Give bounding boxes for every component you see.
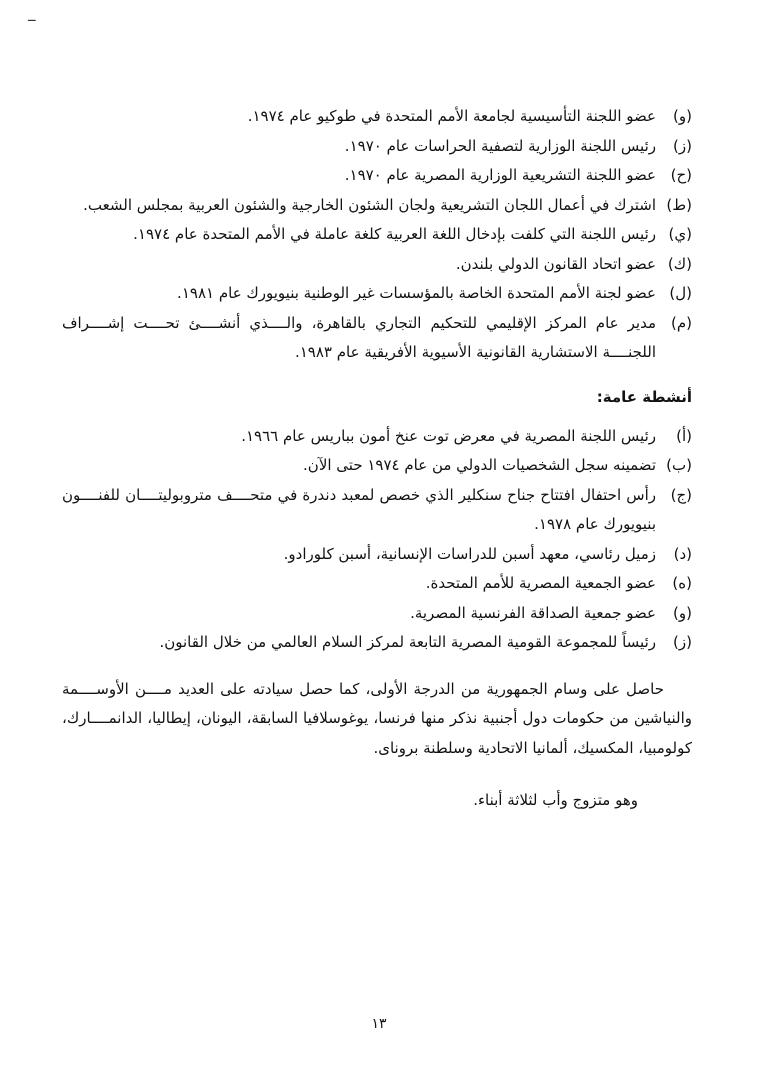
item-text: رئيس اللجنة التي كلفت بإدخال اللغة العربية كلغة عاملة في الأمم المتحدة عام ١٩٧٤. (133, 225, 656, 243)
list-item (62, 132, 692, 162)
item-text: تضمينه سجل الشخصيات الدولي من عام ١٩٧٤ حتى الآن. (303, 456, 656, 474)
list-item (62, 309, 692, 368)
list-item (62, 161, 692, 191)
item-text: عضو اللجنة التشريعية الوزارية المصرية عام ١٩٧٠. (344, 166, 656, 184)
item-marker: (د) (673, 544, 692, 563)
list-item (62, 540, 692, 570)
list-item (62, 250, 692, 280)
page-content (62, 102, 692, 815)
item-text: عضو اللجنة التأسيسية لجامعة الأمم المتحدة في طوكيو عام ١٩٧٤. (247, 107, 656, 125)
item-text: عضو لجنة الأمم المتحدة الخاصة بالمؤسسات غير الوطنية بنيويورك عام ١٩٨١. (177, 284, 656, 302)
list-item (62, 220, 692, 250)
item-text: رئيس اللجنة الوزارية لتصفية الحراسات عام ١٩٧٠. (344, 136, 656, 155)
list-item (62, 569, 692, 599)
list-item (62, 628, 692, 658)
item-marker: (ه) (672, 574, 692, 592)
section-heading: أنشطة عامة: (596, 387, 692, 406)
item-marker: (ي) (668, 225, 692, 243)
item-marker: (م) (671, 313, 692, 332)
item-text: عضو الجمعية المصرية للأمم المتحدة. (425, 574, 656, 592)
item-marker: (ز) (673, 633, 692, 651)
item-marker: (ز) (673, 136, 692, 155)
list-item (62, 191, 692, 221)
item-marker: (ح) (670, 166, 692, 184)
item-text: رئيساً للمجموعة القومية المصرية التابعة لمركز السلام العالمي من خلال القانون. (159, 633, 656, 651)
item-marker: (ك) (667, 254, 692, 273)
item-marker: (ط) (666, 195, 692, 214)
item-text: عضو جمعية الصداقة الفرنسية المصرية. (410, 603, 656, 622)
list-item (62, 279, 692, 309)
corner-dash-mark: ــ (28, 10, 36, 25)
item-marker: (ل) (669, 284, 692, 302)
item-text: رئيس اللجنة المصرية في معرض توت عنخ أمون بباريس عام ١٩٦٦. (241, 426, 656, 445)
item-marker: (أ) (676, 426, 692, 445)
item-marker: (ج) (670, 485, 692, 504)
item-text: اشترك في أعمال اللجان التشريعية ولجان الشئون الخارجية والشئون العربية بمجلس الشعب. (83, 195, 656, 214)
memberships-list (62, 102, 692, 368)
family-status-line: وهو متزوج وأب لثلاثة أبناء. (473, 791, 638, 809)
item-text: عضو اتحاد القانون الدولي بلندن. (455, 254, 656, 273)
item-text: زميل رئاسي، معهد أسبن للدراسات الإنسانية، أسبن كلورادو. (283, 544, 656, 563)
activities-list (62, 422, 692, 658)
list-item (62, 599, 692, 629)
list-item (62, 481, 692, 540)
item-marker: (ب) (666, 456, 692, 474)
item-text: رأس احتفال افتتاح جناح سنكلير الذي خصص لمعبد دندرة في متحــــف متروبوليتــــان للفنــــون بنيويورك عام ١٩٧٨. (62, 485, 656, 533)
list-item (62, 451, 692, 481)
page-number: ١٣ (371, 1016, 387, 1032)
item-text: مدير عام المركز الإقليمي للتحكيم التجاري بالقاهرة، والــــذي أنشــــئ تحــــت إشــــراف اللجنــــة الاستشارية القانونية الأسيوية الأفريقية عام ١٩٨٣. (62, 313, 656, 361)
list-item (62, 102, 692, 132)
honors-paragraph: حاصل على وسام الجمهورية من الدرجة الأولى، كما حصل سيادته على العديد مــــن الأوســــمة والنياشين من حكومات دول أجنبية نذكر منها فرنسا، يوغوسلافيا السابقة، اليونان، إيطاليا، الدانمــــارك، كولومبيا، المكسيك، ألمانيا الاتحادية وسلطنة بروناى. (62, 679, 692, 757)
item-marker: (و) (673, 107, 692, 125)
item-marker: (و) (673, 603, 692, 622)
list-item (62, 422, 692, 452)
